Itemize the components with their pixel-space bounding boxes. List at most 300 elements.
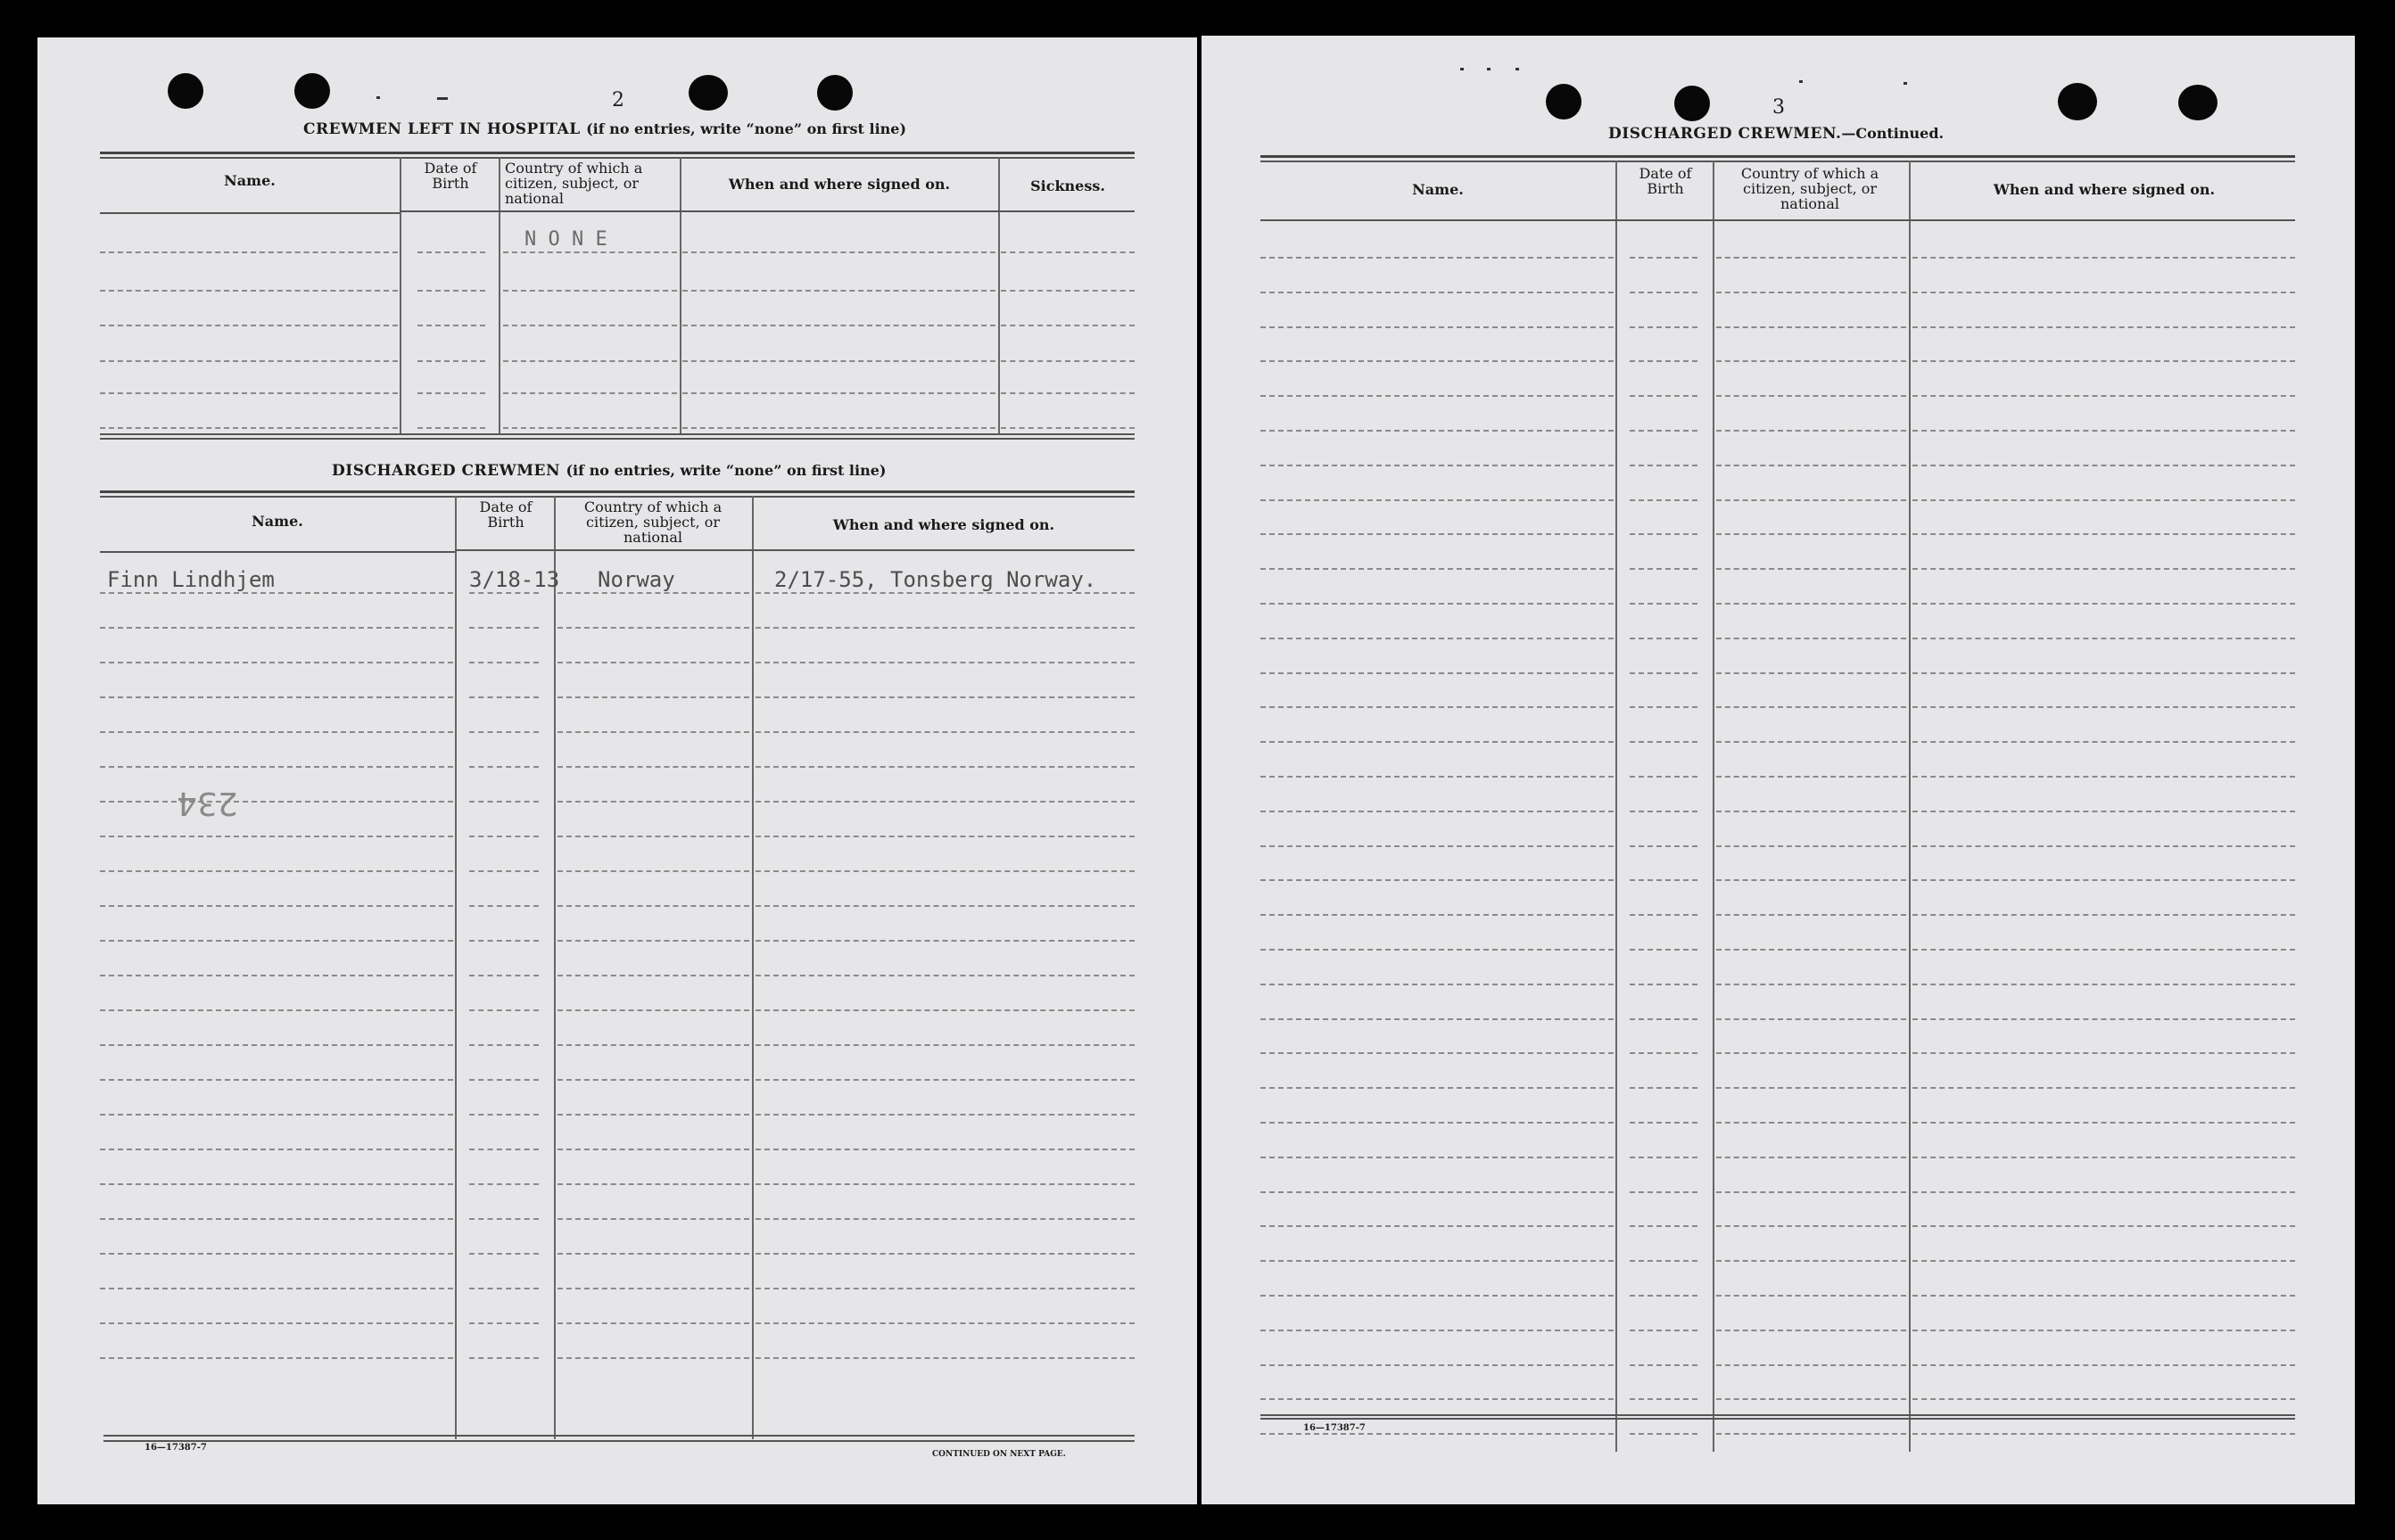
ruled-line xyxy=(100,1183,453,1185)
ruled-line xyxy=(1260,1398,1614,1400)
ruled-line xyxy=(469,1357,539,1359)
ruled-line xyxy=(756,731,1135,733)
ruled-line xyxy=(1260,1191,1614,1193)
ruled-line xyxy=(1716,845,1906,847)
ruled-line xyxy=(756,662,1135,663)
ruled-line xyxy=(1260,1225,1614,1227)
ruled-line xyxy=(1716,1087,1906,1089)
ruled-line xyxy=(1716,1191,1906,1193)
column-divider xyxy=(752,496,754,1439)
ruled-line xyxy=(1260,672,1614,674)
ruled-line xyxy=(1716,499,1906,501)
ruled-line xyxy=(469,836,539,837)
hospital-title-note: (if no entries, write “none” on first line) xyxy=(586,120,907,137)
ruled-line xyxy=(1260,914,1614,916)
ruled-line xyxy=(1716,1225,1906,1227)
ruled-line xyxy=(557,766,749,768)
ruled-line xyxy=(1716,776,1906,778)
ruled-line xyxy=(1912,1122,2295,1124)
scan-speck xyxy=(1904,82,1907,85)
ruled-line xyxy=(100,360,398,362)
ruled-line xyxy=(1912,395,2295,397)
ruled-line xyxy=(417,360,485,362)
ruled-line xyxy=(1912,568,2295,570)
ruled-line xyxy=(1716,1018,1906,1020)
ruled-line xyxy=(417,251,485,253)
ruled-line xyxy=(1630,1433,1697,1435)
ruled-line xyxy=(1716,914,1906,916)
ruled-line xyxy=(469,1044,539,1046)
hospital-col-country: Country of which a citizen, subject, or national xyxy=(505,160,643,207)
ruled-line xyxy=(469,870,539,872)
ruled-line xyxy=(1630,914,1697,916)
ruled-line xyxy=(1260,1260,1614,1262)
ruled-line xyxy=(1716,292,1906,293)
ruled-line xyxy=(557,940,749,942)
punch-hole-2 xyxy=(1674,86,1710,121)
ruled-line xyxy=(682,392,995,394)
ruled-line xyxy=(1912,430,2295,432)
table-rule xyxy=(1260,1418,2295,1420)
ruled-line xyxy=(1630,430,1697,432)
discharged-title-text: DISCHARGED CREWMEN xyxy=(332,462,561,480)
ruled-line xyxy=(469,1009,539,1011)
ruled-line xyxy=(1260,533,1614,535)
hospital-col-sickness: Sickness. xyxy=(1030,177,1105,194)
ruled-line xyxy=(1912,811,2295,812)
ruled-line xyxy=(100,592,453,594)
ruled-line xyxy=(756,1322,1135,1324)
scan-speck xyxy=(437,97,448,100)
ruled-line xyxy=(1716,1330,1906,1331)
hospital-title-text: CREWMEN LEFT IN HOSPITAL xyxy=(303,120,581,138)
ruled-line xyxy=(100,905,453,907)
right-title-suffix: —Continued. xyxy=(1841,125,1945,142)
ruled-line xyxy=(557,662,749,663)
ruled-line xyxy=(1716,568,1906,570)
column-divider xyxy=(554,496,556,1439)
ruled-line xyxy=(557,1357,749,1359)
ruled-line xyxy=(1630,1295,1697,1297)
punch-hole-2 xyxy=(294,73,330,109)
scan-speck xyxy=(1515,68,1519,70)
ruled-line xyxy=(1260,1364,1614,1366)
ruled-line xyxy=(100,1218,453,1220)
ruled-line xyxy=(469,1114,539,1116)
ruled-line xyxy=(1716,879,1906,881)
header-underline xyxy=(100,212,400,214)
column-divider xyxy=(1909,161,1911,1452)
ruled-line xyxy=(557,1253,749,1255)
right-col-dob: Date of Birth xyxy=(1639,165,1692,197)
ruled-line xyxy=(100,427,398,429)
ruled-line xyxy=(1630,845,1697,847)
ruled-line xyxy=(100,975,453,976)
ruled-line xyxy=(1260,879,1614,881)
right-title-text: DISCHARGED CREWMEN. xyxy=(1608,125,1842,143)
ruled-line xyxy=(1260,1018,1614,1020)
ruled-line xyxy=(1912,741,2295,743)
ruled-line xyxy=(1260,1157,1614,1158)
column-divider xyxy=(400,157,401,433)
ruled-line xyxy=(1630,672,1697,674)
scan-speck xyxy=(376,96,380,99)
ruled-line xyxy=(1630,1364,1697,1366)
ruled-line xyxy=(1630,360,1697,362)
ruled-line xyxy=(1716,395,1906,397)
ruled-line xyxy=(557,627,749,629)
ruled-line xyxy=(1912,1225,2295,1227)
column-divider xyxy=(499,157,500,433)
ruled-line xyxy=(1912,879,2295,881)
ruled-line xyxy=(503,290,677,292)
column-divider xyxy=(1713,161,1714,1452)
ruled-line xyxy=(1716,465,1906,466)
ruled-line xyxy=(756,1357,1135,1359)
ruled-line xyxy=(503,251,677,253)
ruled-line xyxy=(1001,251,1135,253)
table-rule xyxy=(1260,161,2295,162)
ruled-line xyxy=(417,392,485,394)
ruled-line xyxy=(1912,638,2295,639)
punch-hole-4 xyxy=(2178,85,2217,120)
ruled-line xyxy=(557,905,749,907)
ruled-line xyxy=(756,940,1135,942)
ruled-line xyxy=(503,392,677,394)
ruled-line xyxy=(1716,1122,1906,1124)
table-rule xyxy=(1260,1414,2295,1416)
ruled-line xyxy=(1912,360,2295,362)
ruled-line xyxy=(100,1149,453,1150)
ruled-line xyxy=(1630,1398,1697,1400)
ruled-line xyxy=(1912,914,2295,916)
ruled-line xyxy=(469,1183,539,1185)
ruled-line xyxy=(1001,427,1135,429)
hospital-col-name: Name. xyxy=(224,172,276,189)
ruled-line xyxy=(1912,1364,2295,1366)
ruled-line xyxy=(1630,499,1697,501)
ruled-line xyxy=(100,251,398,253)
ruled-line xyxy=(1260,499,1614,501)
ruled-line xyxy=(682,290,995,292)
ruled-line xyxy=(100,696,453,698)
ruled-line xyxy=(557,1044,749,1046)
ruled-line xyxy=(557,975,749,976)
ruled-line xyxy=(1630,292,1697,293)
ruled-line xyxy=(469,801,539,803)
ruled-line xyxy=(1912,672,2295,674)
ruled-line xyxy=(469,696,539,698)
ruled-line xyxy=(1716,811,1906,812)
header-underline xyxy=(455,549,1135,551)
ruled-line xyxy=(1912,706,2295,708)
ruled-line xyxy=(1260,776,1614,778)
ruled-line xyxy=(1260,257,1614,259)
ruled-line xyxy=(469,1218,539,1220)
discharged-col-country: Country of which a citizen, subject, or national xyxy=(583,498,723,546)
ruled-line xyxy=(682,325,995,326)
ruled-line xyxy=(1260,603,1614,605)
ruled-line xyxy=(1716,1052,1906,1054)
ruled-line xyxy=(1260,1433,1614,1435)
ruled-line xyxy=(1912,499,2295,501)
ruled-line xyxy=(1630,533,1697,535)
ruled-line xyxy=(682,360,995,362)
discharged-col-signed-on: When and where signed on. xyxy=(832,516,1055,533)
ruled-line xyxy=(1260,1295,1614,1297)
ruled-line xyxy=(469,592,539,594)
ruled-line xyxy=(1630,1018,1697,1020)
ruled-line xyxy=(756,1149,1135,1150)
crewman-country: Norway xyxy=(598,567,675,592)
ruled-line xyxy=(557,1009,749,1011)
ruled-line xyxy=(1912,1191,2295,1193)
ruled-line xyxy=(417,427,485,429)
ruled-line xyxy=(557,731,749,733)
crewman-dob: 3/18-13 xyxy=(469,567,560,592)
ruled-line xyxy=(469,662,539,663)
ruled-line xyxy=(1912,1260,2295,1262)
continued-note: CONTINUED ON NEXT PAGE. xyxy=(932,1450,1066,1459)
ruled-line xyxy=(100,325,398,326)
scan-speck xyxy=(1487,68,1491,70)
ruled-line xyxy=(1260,430,1614,432)
ruled-line xyxy=(557,1149,749,1150)
ruled-line xyxy=(756,836,1135,837)
ruled-line xyxy=(1716,326,1906,328)
ruled-line xyxy=(1716,533,1906,535)
ruled-line xyxy=(1630,811,1697,812)
header-underline xyxy=(100,551,455,553)
ruled-line xyxy=(1630,776,1697,778)
ruled-line xyxy=(557,1218,749,1220)
ruled-line xyxy=(1630,465,1697,466)
ruled-line xyxy=(1260,741,1614,743)
ruled-line xyxy=(1912,1295,2295,1297)
ruled-line xyxy=(1716,1260,1906,1262)
punch-hole-3 xyxy=(689,75,728,111)
page-number: 2 xyxy=(612,89,624,111)
ruled-line xyxy=(1001,325,1135,326)
ruled-line xyxy=(1912,1087,2295,1089)
ruled-line xyxy=(469,905,539,907)
ruled-line xyxy=(756,766,1135,768)
ruled-line xyxy=(756,1253,1135,1255)
ruled-line xyxy=(1260,984,1614,985)
ruled-line xyxy=(100,801,453,803)
ruled-line xyxy=(557,836,749,837)
ruled-line xyxy=(756,1114,1135,1116)
ruled-line xyxy=(1001,392,1135,394)
table-rule xyxy=(100,496,1135,498)
ruled-line xyxy=(1912,603,2295,605)
ruled-line xyxy=(469,1322,539,1324)
ruled-line xyxy=(1630,1052,1697,1054)
header-underline xyxy=(1260,219,2295,221)
ruled-line xyxy=(1912,533,2295,535)
ruled-line xyxy=(1912,326,2295,328)
ruled-line xyxy=(100,1114,453,1116)
ruled-line xyxy=(1912,1052,2295,1054)
ruled-line xyxy=(1716,603,1906,605)
ruled-line xyxy=(1716,257,1906,259)
ruled-line xyxy=(1912,465,2295,466)
punch-hole-1 xyxy=(1546,84,1582,119)
ruled-line xyxy=(1260,1052,1614,1054)
ruled-line xyxy=(100,1044,453,1046)
ruled-line xyxy=(756,1079,1135,1081)
left-page xyxy=(37,37,1197,1504)
ruled-line xyxy=(469,940,539,942)
ruled-line xyxy=(100,870,453,872)
ruled-line xyxy=(1260,1087,1614,1089)
ruled-line xyxy=(756,801,1135,803)
ruled-line xyxy=(100,766,453,768)
ruled-line xyxy=(1630,257,1697,259)
ruled-line xyxy=(1001,290,1135,292)
column-divider xyxy=(455,496,457,1439)
margin-handwritten-note: 234 xyxy=(177,785,238,821)
ruled-line xyxy=(1001,360,1135,362)
ruled-line xyxy=(100,1322,453,1324)
ruled-line xyxy=(1630,741,1697,743)
column-divider xyxy=(1615,161,1617,1452)
ruled-line xyxy=(1912,1398,2295,1400)
ruled-line xyxy=(1630,1157,1697,1158)
ruled-line xyxy=(1630,603,1697,605)
ruled-line xyxy=(756,1183,1135,1185)
ruled-line xyxy=(503,325,677,326)
ruled-line xyxy=(1630,395,1697,397)
ruled-line xyxy=(100,836,453,837)
crewman-signed-on: 2/17-55, Tonsberg Norway. xyxy=(774,567,1097,592)
ruled-line xyxy=(756,1288,1135,1289)
ruled-line xyxy=(756,870,1135,872)
punch-hole-3 xyxy=(2058,83,2097,120)
ruled-line xyxy=(1716,1364,1906,1366)
column-divider xyxy=(680,157,681,433)
ruled-line xyxy=(756,1009,1135,1011)
ruled-line xyxy=(557,870,749,872)
discharged-continued-title xyxy=(1608,125,1944,143)
ruled-line xyxy=(1912,845,2295,847)
ruled-line xyxy=(1716,741,1906,743)
ruled-line xyxy=(756,592,1135,594)
ruled-line xyxy=(1260,638,1614,639)
ruled-line xyxy=(469,1288,539,1289)
punch-hole-1 xyxy=(168,73,203,109)
ruled-line xyxy=(100,940,453,942)
ruled-line xyxy=(557,801,749,803)
ruled-line xyxy=(1912,984,2295,985)
ruled-line xyxy=(100,392,398,394)
scan-speck xyxy=(1799,80,1803,83)
ruled-line xyxy=(1716,706,1906,708)
ruled-line xyxy=(469,1079,539,1081)
ruled-line xyxy=(1716,1157,1906,1158)
ruled-line xyxy=(557,696,749,698)
ruled-line xyxy=(100,627,453,629)
right-page xyxy=(1202,36,2355,1504)
ruled-line xyxy=(1630,879,1697,881)
ruled-line xyxy=(1630,1260,1697,1262)
ruled-line xyxy=(557,1079,749,1081)
ruled-line xyxy=(1630,1122,1697,1124)
ruled-line xyxy=(557,592,749,594)
hospital-section-title xyxy=(303,120,906,138)
ruled-line xyxy=(417,325,485,326)
ruled-line xyxy=(1912,949,2295,951)
table-rule xyxy=(103,1435,1135,1437)
ruled-line xyxy=(503,427,677,429)
ruled-line xyxy=(1630,949,1697,951)
ruled-line xyxy=(1630,706,1697,708)
ruled-line xyxy=(100,1288,453,1289)
ruled-line xyxy=(1260,949,1614,951)
table-rule xyxy=(100,490,1135,493)
ruled-line xyxy=(469,1149,539,1150)
scan-speck xyxy=(1460,68,1464,70)
ruled-line xyxy=(1260,1122,1614,1124)
ruled-line xyxy=(1260,845,1614,847)
column-divider xyxy=(998,157,1000,433)
ruled-line xyxy=(100,731,453,733)
table-rule xyxy=(100,152,1135,154)
ruled-line xyxy=(1630,568,1697,570)
ruled-line xyxy=(469,1253,539,1255)
ruled-line xyxy=(1912,1157,2295,1158)
ruled-line xyxy=(1716,638,1906,639)
ruled-line xyxy=(756,1218,1135,1220)
table-rule xyxy=(1260,155,2295,158)
ruled-line xyxy=(1260,706,1614,708)
ruled-line xyxy=(756,696,1135,698)
ruled-line xyxy=(1630,1191,1697,1193)
form-number: 16—17387-7 xyxy=(1303,1423,1366,1433)
ruled-line xyxy=(100,290,398,292)
header-underline xyxy=(400,210,1135,212)
ruled-line xyxy=(100,662,453,663)
discharged-section-title xyxy=(332,462,886,480)
ruled-line xyxy=(1630,1330,1697,1331)
ruled-line xyxy=(1630,638,1697,639)
ruled-line xyxy=(1716,1295,1906,1297)
hospital-none-entry: N O N E xyxy=(524,228,607,251)
ruled-line xyxy=(1260,360,1614,362)
ruled-line xyxy=(469,975,539,976)
table-rule xyxy=(100,438,1135,440)
ruled-line xyxy=(1912,257,2295,259)
hospital-col-signed-on: When and where signed on. xyxy=(728,176,951,193)
ruled-line xyxy=(756,627,1135,629)
discharged-col-dob: Date of Birth xyxy=(479,498,533,531)
ruled-line xyxy=(1912,1433,2295,1435)
ruled-line xyxy=(100,1079,453,1081)
ruled-line xyxy=(1260,395,1614,397)
page-number: 3 xyxy=(1772,96,1785,119)
ruled-line xyxy=(1260,326,1614,328)
ruled-line xyxy=(557,1322,749,1324)
table-rule xyxy=(100,433,1135,435)
right-col-name: Name. xyxy=(1412,181,1464,198)
ruled-line xyxy=(100,1253,453,1255)
ruled-line xyxy=(1716,430,1906,432)
ruled-line xyxy=(1716,360,1906,362)
ruled-line xyxy=(1716,949,1906,951)
ruled-line xyxy=(1630,1087,1697,1089)
ruled-line xyxy=(1260,465,1614,466)
ruled-line xyxy=(1260,568,1614,570)
